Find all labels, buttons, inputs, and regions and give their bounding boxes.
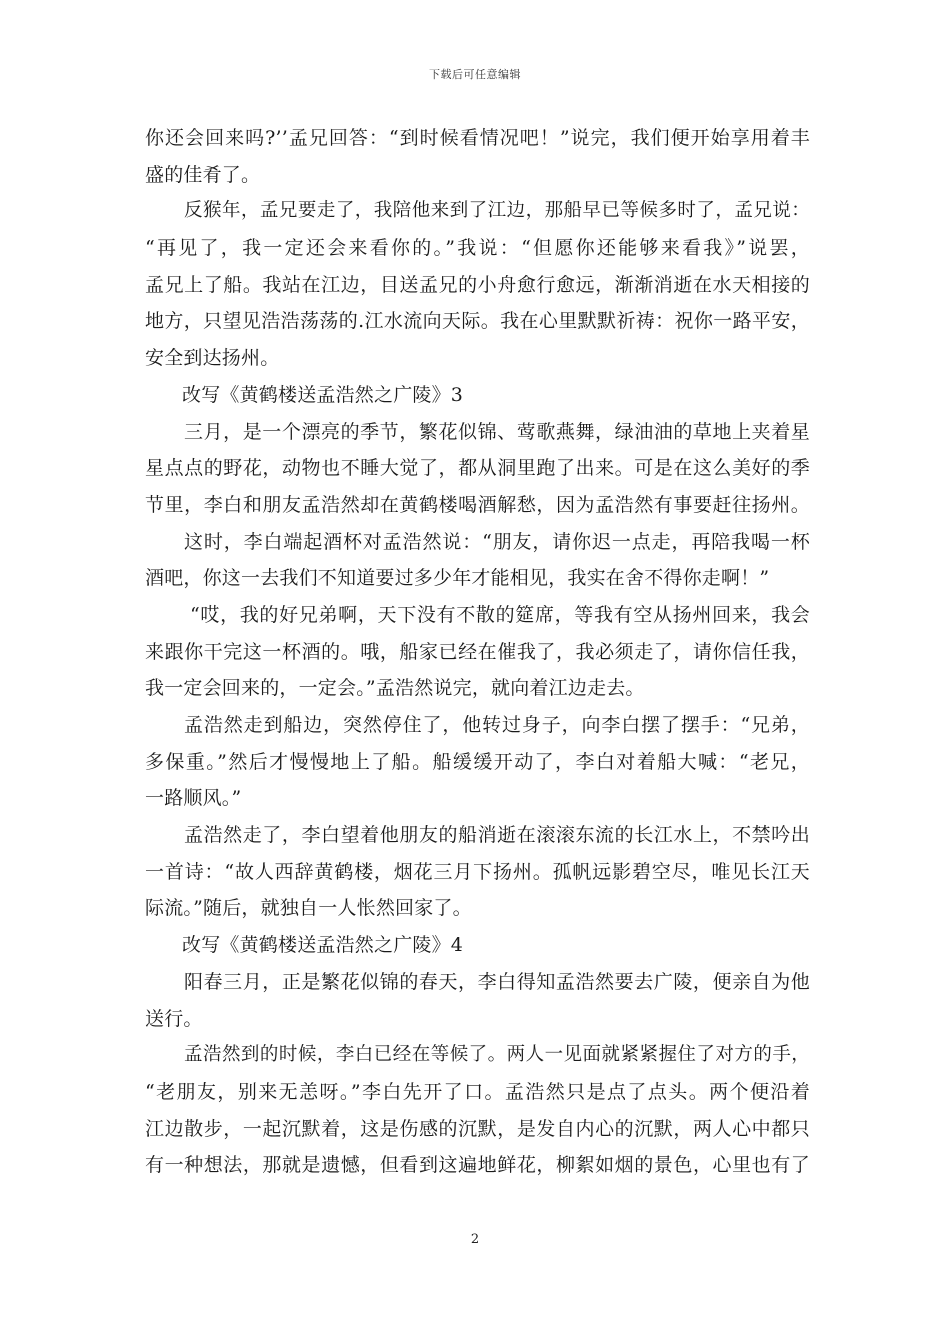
document-body <box>145 120 810 1184</box>
text-line: 孟浩然走到船边，突然停住了，他转过身子，向李白摆了摆手：“兄弟， <box>184 714 810 736</box>
text-line: 一首诗：“故人西辞黄鹤楼，烟花三月下扬州。孤帆远影碧空尽，唯见长江天 <box>145 860 810 883</box>
page-number: 2 <box>470 1232 480 1247</box>
text-line: “哎，我的好兄弟啊，天下没有不散的筵席，等我有空从扬州回来，我会 <box>190 603 810 626</box>
text-line: 江边散步，一起沉默着，这是伤感的沉默，是发自内心的沉默，两人心中都只 <box>145 1117 810 1140</box>
page-header: 下载后可任意编辑 <box>429 68 521 81</box>
text-line: 星点点的野花，动物也不睡大觉了，都从洞里跑了出来。可是在这么美好的季 <box>145 457 810 480</box>
text-line: 孟兄上了船。我站在江边，目送孟兄的小舟愈行愈远，渐渐消逝在水天相接的 <box>145 273 810 296</box>
text-line: 节里，李白和朋友孟浩然却在黄鹤楼喝酒解愁，因为孟浩然有事要赶往扬州。 <box>145 493 810 516</box>
text-line: 地方，只望见浩浩荡荡的.江水流向天际。我在心里默默祈祷：祝你一路平安， <box>145 310 810 333</box>
text-line: 孟浩然到的时候，李白已经在等候了。两人一见面就紧紧握住了对方的手， <box>184 1044 810 1066</box>
text-line: 这时，李白端起酒杯对孟浩然说：“朋友，请你迟一点走，再陪我喝一杯 <box>184 530 810 553</box>
text-line: 我一定会回来的，一定会。”孟浩然说完，就向着江边走去。 <box>145 677 645 700</box>
text-line: 阳春三月，正是繁花似锦的春天，李白得知孟浩然要去广陵，便亲自为他 <box>184 970 810 993</box>
text-line: 酒吧，你这一去我们不知道要过多少年才能相见，我实在舍不得你走啊！” <box>145 567 770 590</box>
text-line: 安全到达扬州。 <box>145 347 280 370</box>
text-line: 送行。 <box>145 1007 203 1030</box>
text-line: 有一种想法，那就是遗憾，但看到这遍地鲜花，柳絮如烟的景色，心里也有了 <box>145 1154 810 1177</box>
text-line: 多保重。”然后才慢慢地上了船。船缓缓开动了，李白对着船大喊：“老兄， <box>145 750 810 773</box>
text-line: 你还会回来吗?’’孟兄回答：“到时候看情况吧！”说完，我们便开始享用着丰 <box>145 127 810 149</box>
section-heading: 改写《黄鹤楼送孟浩然之广陵》4 <box>182 934 464 957</box>
text-line: 盛的佳肴了。 <box>145 163 261 186</box>
text-line: 三月，是一个漂亮的季节，繁花似锦、莺歌燕舞，绿油油的草地上夹着星 <box>184 420 810 443</box>
text-line: “再见了，我一定还会来看你的。”我说：“但愿你还能够来看我》”说罢， <box>145 237 810 260</box>
text-line: 来跟你干完这一杯酒的。哦，船家已经在催我了，我必须走了，请你信任我， <box>145 640 810 663</box>
text-line: 一路顺风。” <box>145 787 242 810</box>
section-heading: 改写《黄鹤楼送孟浩然之广陵》3 <box>182 383 464 406</box>
text-line: “老朋友，别来无恙呀。”李白先开了口。孟浩然只是点了点头。两个便沿着 <box>145 1080 810 1103</box>
text-line: 反猴年，孟兄要走了，我陪他来到了江边，那船早已等候多时了，孟兄说： <box>184 200 810 222</box>
text-line: 际流。”随后，就独自一人怅然回家了。 <box>145 897 472 920</box>
text-line: 孟浩然走了，李白望着他朋友的船消逝在滚滚东流的长江水上，不禁吟出 <box>184 824 810 847</box>
